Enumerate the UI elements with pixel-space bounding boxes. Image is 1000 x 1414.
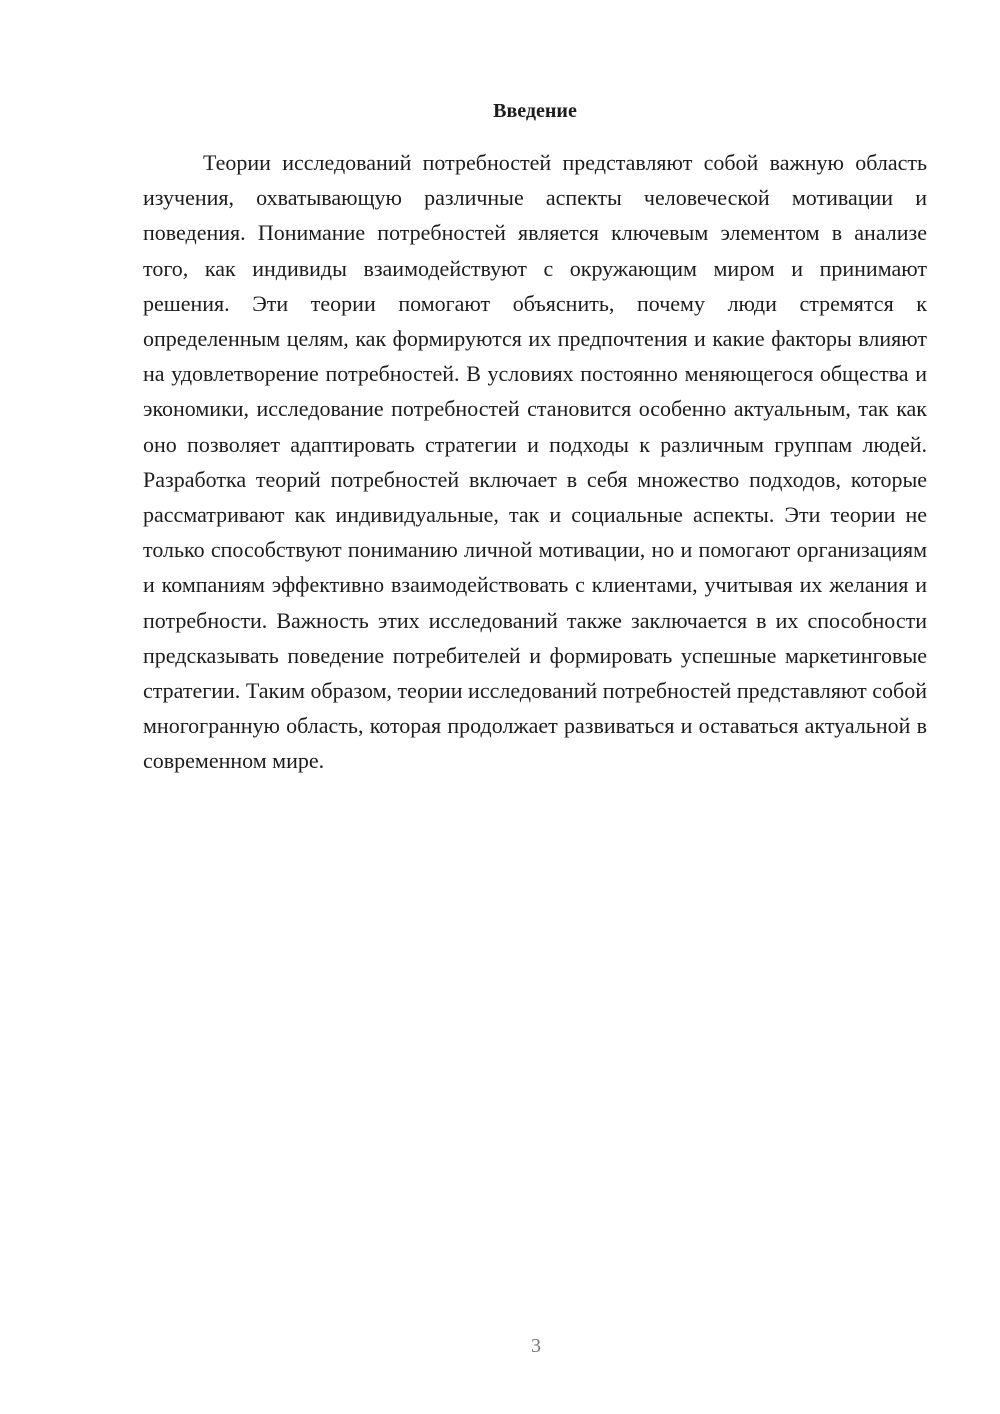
body-paragraph: Теории исследований потребностей представляют собой важную область изучения, охватывающую различные аспекты человеческой мотивации и поведения. Понимание потребностей является ключевым элементом в анализе того, как индивиды взаимодействуют с окружающим миром и принимают решения. Эти теории помогают объяснить, почему люди стремятся к определенным целям, как формируются их предпочтения и какие факторы влияют на удовлетворение потребностей. В условиях постоянно меняющегося общества и экономики, исследование потребностей становится особенно актуальным, так как оно позволяет адаптировать стратегии и подходы к различным группам людей. Разработка теорий потребностей включает в себя множество подходов, которые рассматривают как индивидуальные, так и социальные аспекты. Эти теории не только способствуют пониманию личной мотивации, но и помогают организациям и компаниям эффективно взаимодействовать с клиентами, учитывая их желания и потребности. Важность этих исследований также заключается в их способности предсказывать поведение потребителей и формировать успешные маркетинговые стратегии. Таким образом, теории исследований потребностей представляют собой многогранную область, которая продолжает развиваться и оставаться актуальной в современном мире. xyxy=(143,150,927,774)
section-heading: Введение xyxy=(493,100,577,122)
page-number: 3 xyxy=(531,1335,541,1357)
